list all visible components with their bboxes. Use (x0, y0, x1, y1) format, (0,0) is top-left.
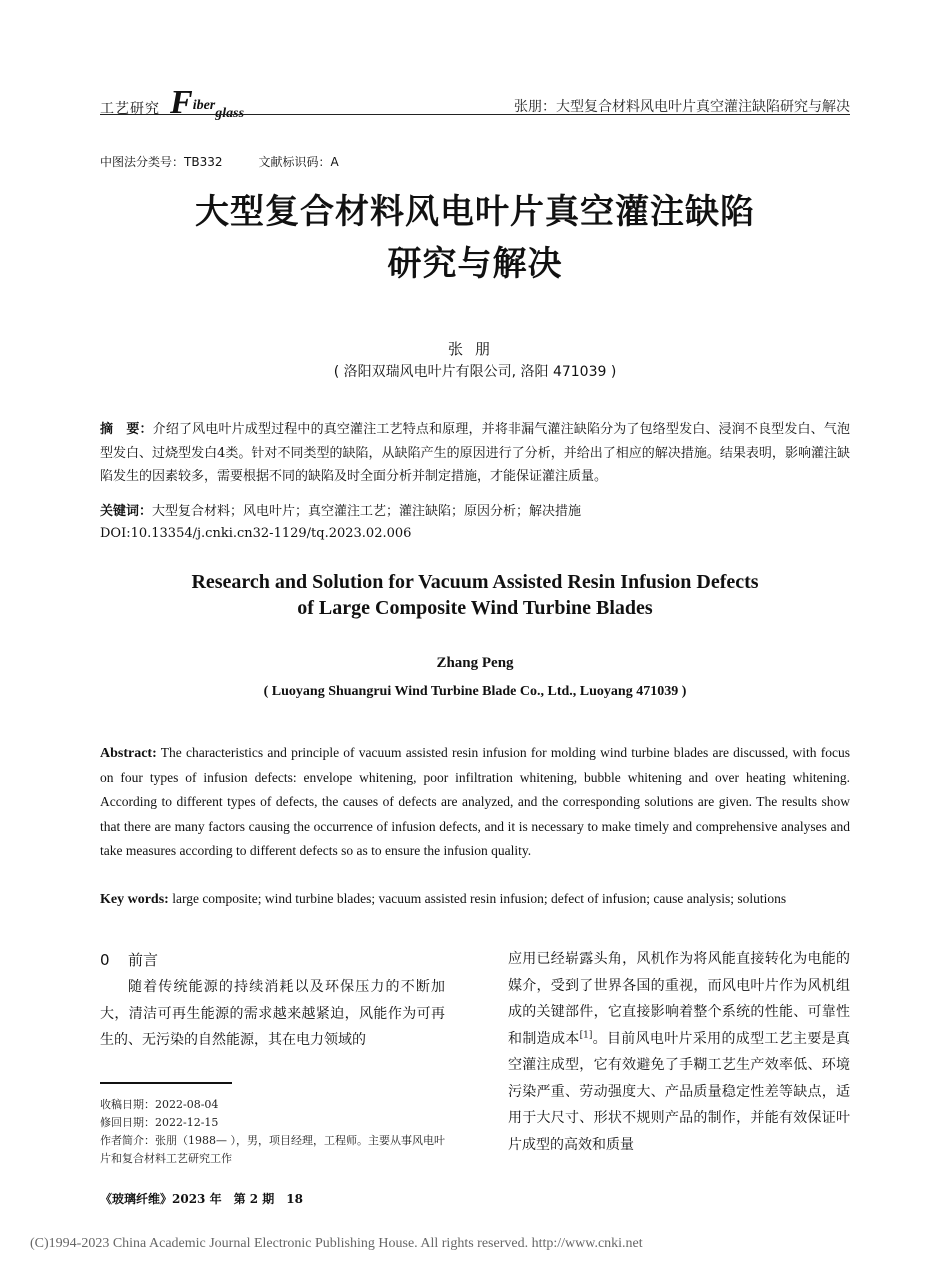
section-heading (100, 946, 445, 974)
affiliation-en: ( Luoyang Shuangrui Wind Turbine Blade Co., Ltd., Luoyang 471039 ) (263, 684, 687, 699)
title-en-line1: Research and Solution for Vacuum Assisted Resin Infusion Defects (191, 571, 759, 593)
abstract-en (100, 741, 850, 863)
body-column-right (508, 946, 850, 1158)
body-column-left (100, 946, 445, 1054)
affiliation-cn: ( 洛阳双瑞风电叶片有限公司, 洛阳 471039 ) (333, 364, 617, 380)
paragraph-right (508, 946, 850, 1158)
section-title: 前言 (128, 951, 159, 969)
title-en-line2: of Large Composite Wind Turbine Blades (297, 597, 653, 619)
classification-line (100, 153, 339, 170)
title-cn-line2: 研究与解决 (387, 244, 563, 284)
keywords-cn (100, 501, 850, 523)
keywords-en-label: Key words: (100, 892, 169, 907)
section-number: 0 (100, 951, 110, 969)
clc-label: 中图法分类号： (100, 155, 185, 169)
journal-logo (170, 84, 244, 122)
footnote-rule (100, 1082, 232, 1084)
logo-iber: iber (192, 98, 216, 113)
footnote-received: 收稿日期：2022-08-04 (100, 1098, 219, 1111)
title-cn-line1: 大型复合材料风电叶片真空灌注缺陷 (195, 192, 755, 232)
doc-label: 文献标识码： (258, 155, 331, 169)
abstract-cn-text: 介绍了风电叶片成型过程中的真空灌注工艺特点和原理，并将非漏气灌注缺陷分为了包络型发白、浸润不良型发白、气泡型发白、过烧型发白4类。针对不同类型的缺陷，从缺陷产生的原因进行了分析，并给出了相应的解决措施。结果表明，影响灌注缺陷发生的因素较多，需要根据不同的缺陷及时全面分析并制定措施，才能保证灌注质量。 (100, 422, 850, 484)
page-footer: 《玻璃纤维》2023 年 第 2 期 18 (100, 1192, 303, 1206)
citation[interactable]: [1] (579, 1029, 593, 1040)
footnote-revised: 修回日期：2022-12-15 (100, 1116, 219, 1129)
keywords-en (100, 888, 860, 911)
page-header (100, 84, 850, 120)
author-en: Zhang Peng (436, 655, 514, 671)
logo-glass: glass (215, 106, 245, 121)
abstract-en-text: The characteristics and principle of vacuum assisted resin infusion for molding wind turbine blades are discussed, with focus on four types of infusion defects: envelope whitening, poor infiltration whitening, bubble whitening and over heating whitening. According to different types of defects, the causes of defects are analyzed, and the corresponding solutions are given. The results show that there are many factors causing the occurrence of infusion defects, and it is necessary to make timely and comprehensive analyses and take measures according to different defects so as to ensure the infusion quality. (100, 745, 850, 858)
section-label: 工艺研究 (100, 101, 160, 117)
keywords-en-text: large composite; wind turbine blades; vacuum assisted resin infusion; defect of infusion; cause analysis; solutions (172, 891, 787, 906)
abstract-en-label: Abstract: (100, 746, 157, 761)
logo-initial: F (170, 84, 193, 121)
abstract-cn-label: 摘 要： (100, 422, 153, 437)
paragraph-right-a: 应用已经崭露头角，风机作为将风能直接转化为电能的媒介，受到了世界各国的重视，而风电叶片作为风机组成的关键部件，它直接影响着整个系统的性能、可靠性和制造成本 (508, 951, 850, 1047)
paragraph-right-b: 。目前风电叶片采用的成型工艺主要是真空灌注成型，它有效避免了手糊工艺生产效率低、环境污染严重、劳动强度大、产品质量稳定性差等缺点，适用于大尺寸、形状不规则产品的制作，并能有效保证叶片成型的高效和质量 (508, 1030, 851, 1153)
running-title: 张朋：大型复合材料风电叶片真空灌注缺陷研究与解决 (514, 99, 850, 115)
paragraph-left: 随着传统能源的持续消耗以及环保压力的不断加大，清洁可再生能源的需求越来越紧迫，风能作为可再生的、无污染的自然能源，其在电力领域的 (100, 979, 445, 1048)
clc-value: TB332 (184, 155, 223, 169)
footnotes (100, 1096, 450, 1168)
abstract-cn (100, 418, 850, 489)
author-cn: 张朋 (447, 340, 502, 358)
footnote-author-bio: 作者简介：张朋（1988— ），男，项目经理，工程师。主要从事风电叶片和复合材料工艺研究工作 (100, 1134, 445, 1165)
doc-value: A (330, 155, 339, 169)
doi: DOI:10.13354/j.cnki.cn32-1129/tq.2023.02.006 (100, 526, 412, 541)
keywords-cn-text: 大型复合材料；风电叶片；真空灌注工艺；灌注缺陷；原因分析；解决措施 (152, 504, 582, 519)
header-rule (100, 114, 850, 115)
copyright-notice: (C)1994-2023 China Academic Journal Electronic Publishing House. All rights reserved. http://www.cnki.net (30, 1236, 643, 1251)
keywords-cn-label: 关键词： (100, 504, 153, 519)
